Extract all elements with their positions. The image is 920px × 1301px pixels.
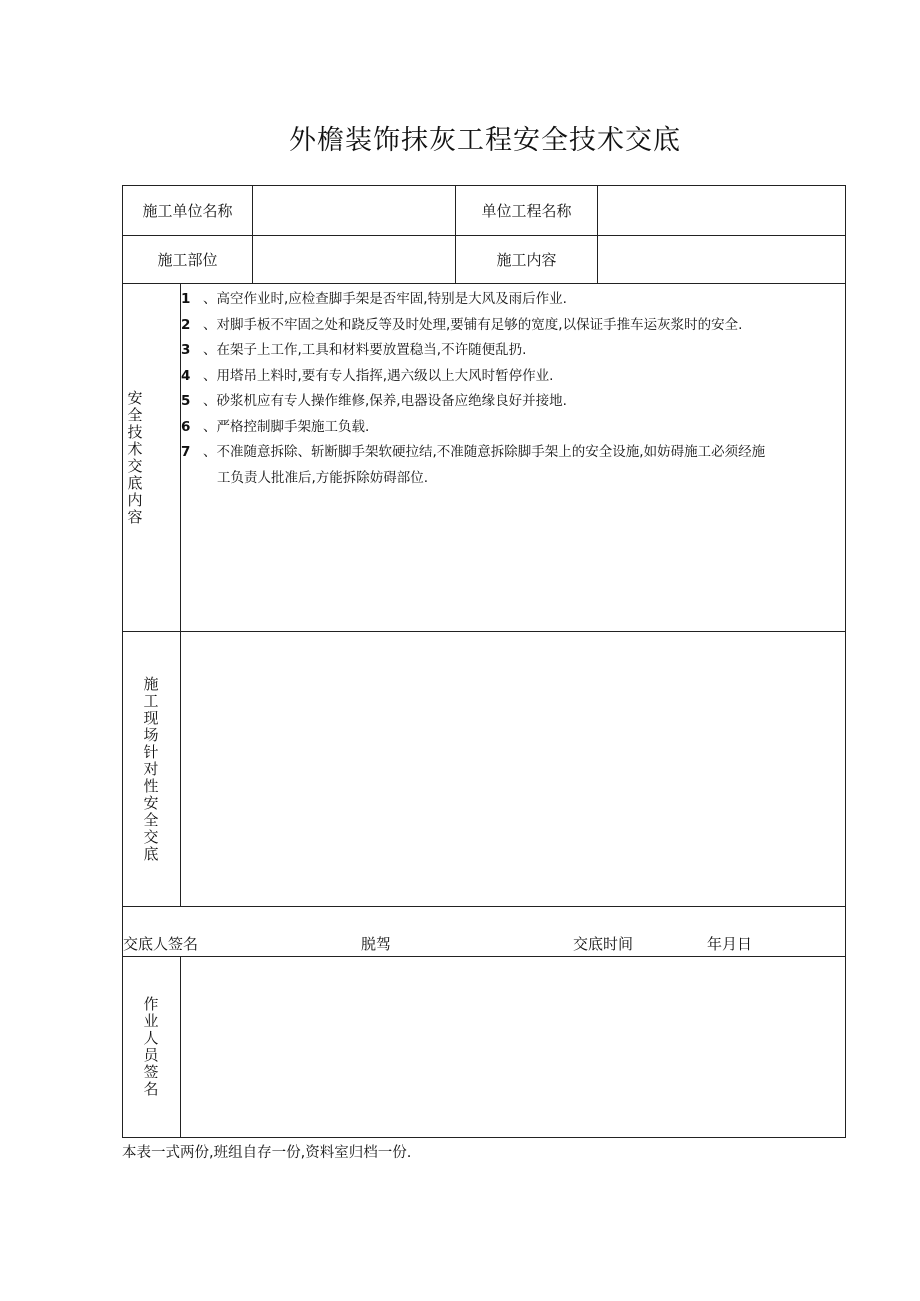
giver-signature-name: 脱驾 (361, 935, 392, 953)
list-item: 6 、严格控制脚手架施工负载. (181, 418, 370, 435)
page-title: 外檐装饰抹灰工程安全技术交底 (289, 125, 681, 156)
disclosure-time-label: 交底时间 (573, 935, 634, 953)
list-item: 3 、在架子上工作,工具和材料要放置稳当,不许随便乱扔. (181, 342, 527, 358)
row-divider (123, 283, 845, 284)
content-label: 施工内容 (496, 251, 557, 269)
unit-name-label: 施工单位名称 (142, 202, 233, 220)
list-item: 5 、砂浆机应有专人操作维修,保养,电器设备应绝缘良好并接地. (181, 393, 567, 409)
site-specific-field[interactable] (181, 632, 845, 906)
list-item: 2 、对脚手板不牢固之处和跷反等及时处理,要铺有足够的宽度,以保证手推车运灰浆时的安全. (181, 316, 743, 333)
list-item: 4 、用塔吊上料时,要有专人指挥,遇六级以上大风时暂停作业. (181, 367, 554, 384)
list-item-continuation: 工负责人批准后,方能拆除妨碍部位. (217, 469, 429, 486)
footer-note: 本表一式两份,班组自存一份,资料室归档一份. (122, 1145, 412, 1161)
safety-content-label: 安 全 技 术 交 底 内 容 (127, 388, 143, 526)
safety-items-list (181, 287, 841, 491)
location-field[interactable] (253, 236, 455, 283)
list-item: 1 、高空作业时,应检查脚手架是否牢固,特别是大风及雨后作业. (181, 291, 567, 307)
list-item: 7 、不准随意拆除、斩断脚手架软硬拉结,不准随意拆除脚手架上的安全设施,如妨碍施工必须经施 (181, 444, 766, 460)
worker-signature-label: 作 业 人 员 签 名 (143, 995, 159, 1098)
project-name-field[interactable] (598, 186, 845, 235)
safety-disclosure-table (122, 185, 846, 1138)
worker-signature-field[interactable] (181, 957, 845, 1137)
project-name-label: 单位工程名称 (481, 202, 572, 220)
location-label: 施工部位 (157, 251, 218, 269)
site-specific-label: 施 工 现 场 针 对 性 安 全 交 底 (143, 674, 159, 863)
giver-signature-label: 交底人签名 (123, 935, 199, 953)
content-field[interactable] (598, 236, 845, 283)
row-divider (123, 906, 845, 907)
unit-name-field[interactable] (253, 186, 455, 235)
disclosure-date-label: 年月日 (707, 935, 753, 953)
